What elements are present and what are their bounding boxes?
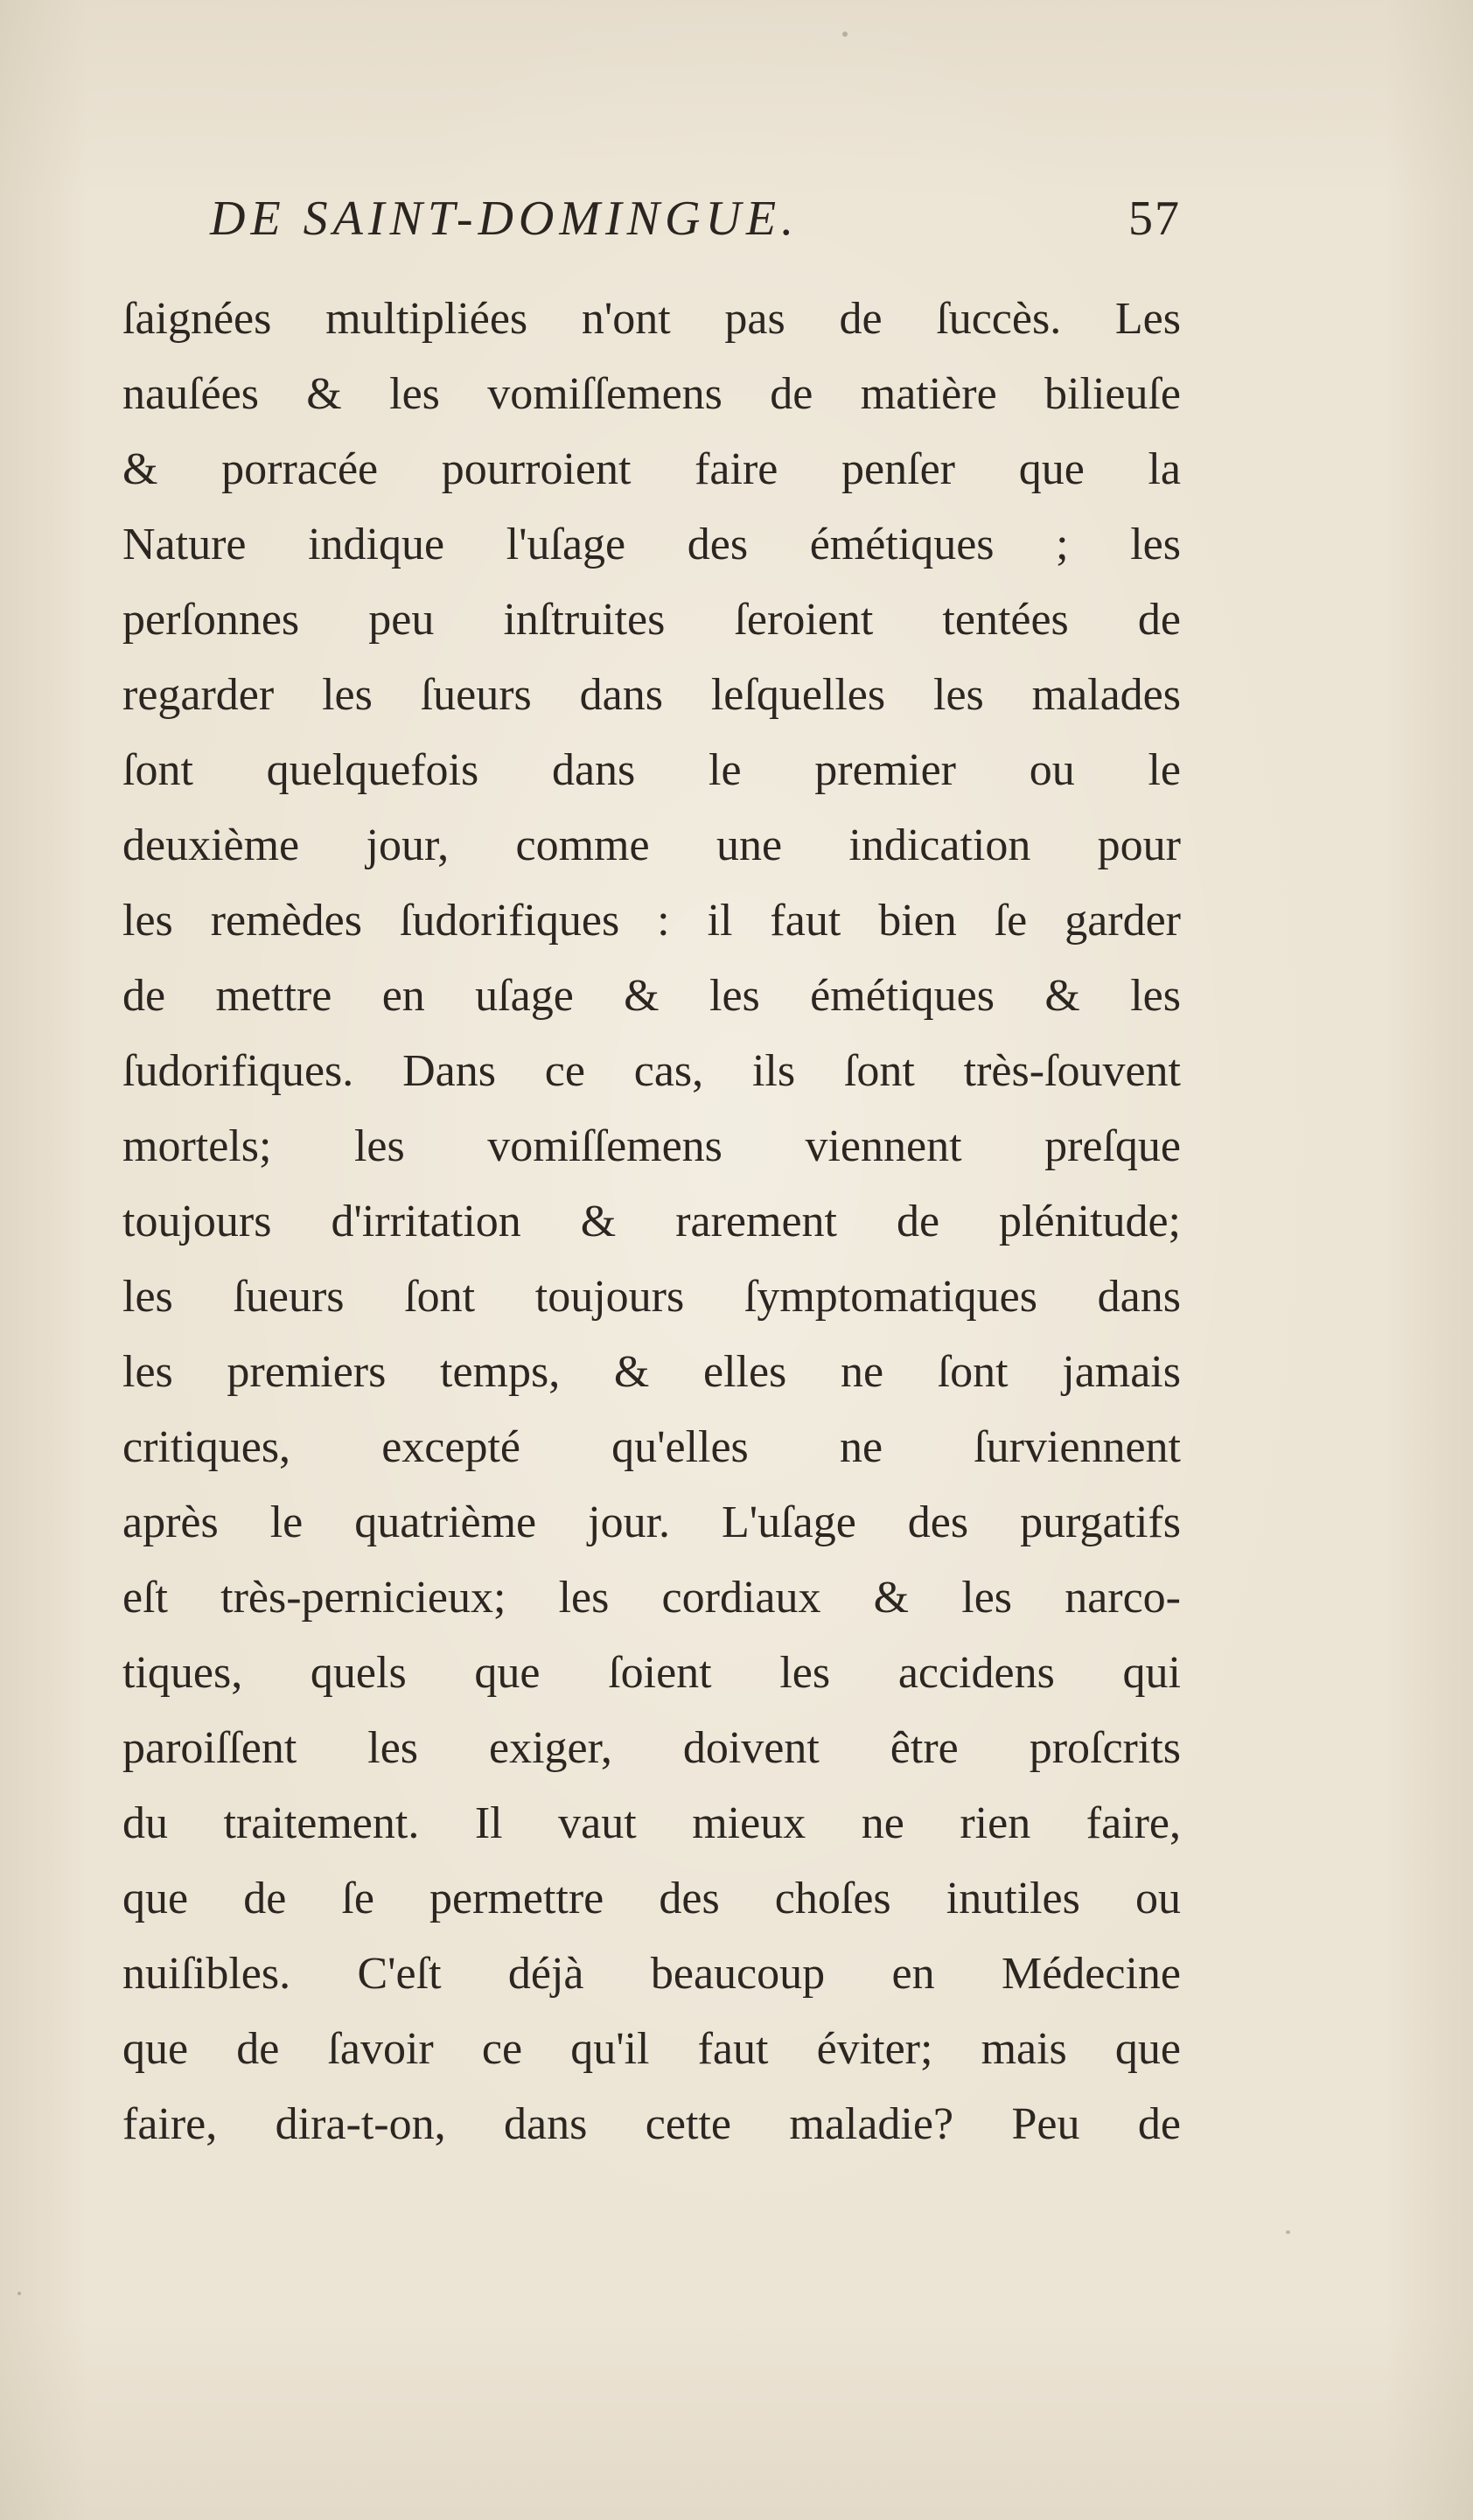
text-line: de mettre en uſage & les émétiques & les <box>122 971 1181 1021</box>
text-line: que de ſe permettre des choſes inutiles ou <box>122 1874 1181 1923</box>
text-line: les premiers temps, & elles ne ſont jamais <box>122 1347 1181 1397</box>
text-line: nuiſibles. C'eſt déjà beaucoup en Médecine <box>122 1949 1181 1999</box>
text-line: nauſées & les vomiſſemens de matière bilieuſe <box>122 369 1181 419</box>
page-number: 57 <box>1128 192 1181 246</box>
text-line: ſaignées multipliées n'ont pas de ſuccès. Les <box>122 294 1181 344</box>
text-line: & porracée pourroient faire penſer que la <box>122 444 1181 494</box>
text-line: deuxième jour, comme une indication pour <box>122 820 1181 870</box>
running-head-title: DE SAINT-DOMINGUE. <box>210 192 799 246</box>
text-line: du traitement. Il vaut mieux ne rien faire, <box>122 1798 1181 1848</box>
text-line: toujours d'irritation & rarement de plénitude; <box>122 1197 1181 1246</box>
text-line: les ſueurs ſont toujours ſymptomatiques dans <box>122 1272 1181 1322</box>
text-line: ſont quelquefois dans le premier ou le <box>122 745 1181 795</box>
text-line: eſt très-pernicieux; les cordiaux & les narco- <box>122 1573 1181 1623</box>
text-line: faire, dira-t-on, dans cette maladie? Peu de <box>122 2099 1181 2149</box>
paper-speck <box>17 2292 21 2295</box>
text-line: paroiſſent les exiger, doivent être proſcrits <box>122 1723 1181 1773</box>
text-line: ſudorifiques. Dans ce cas, ils ſont très-ſouvent <box>122 1046 1181 1096</box>
text-line: mortels; les vomiſſemens viennent preſque <box>122 1121 1181 1171</box>
text-line: les remèdes ſudorifiques : il faut bien ſe garder <box>122 896 1181 946</box>
text-line: Nature indique l'uſage des émétiques ; les <box>122 520 1181 569</box>
text-line: tiques, quels que ſoient les accidens qui <box>122 1648 1181 1698</box>
running-head <box>122 191 1181 261</box>
text-line: que de ſavoir ce qu'il faut éviter; mais que <box>122 2024 1181 2074</box>
paper-speck <box>842 31 848 37</box>
text-line: regarder les ſueurs dans leſquelles les malades <box>122 670 1181 720</box>
text-line: critiques, excepté qu'elles ne ſurviennent <box>122 1422 1181 1472</box>
text-line: perſonnes peu inſtruites ſeroient tentées de <box>122 595 1181 645</box>
body-text <box>122 282 1181 2162</box>
paper-speck <box>1286 2230 1290 2234</box>
text-line: après le quatrième jour. L'uſage des purgatifs <box>122 1497 1181 1547</box>
